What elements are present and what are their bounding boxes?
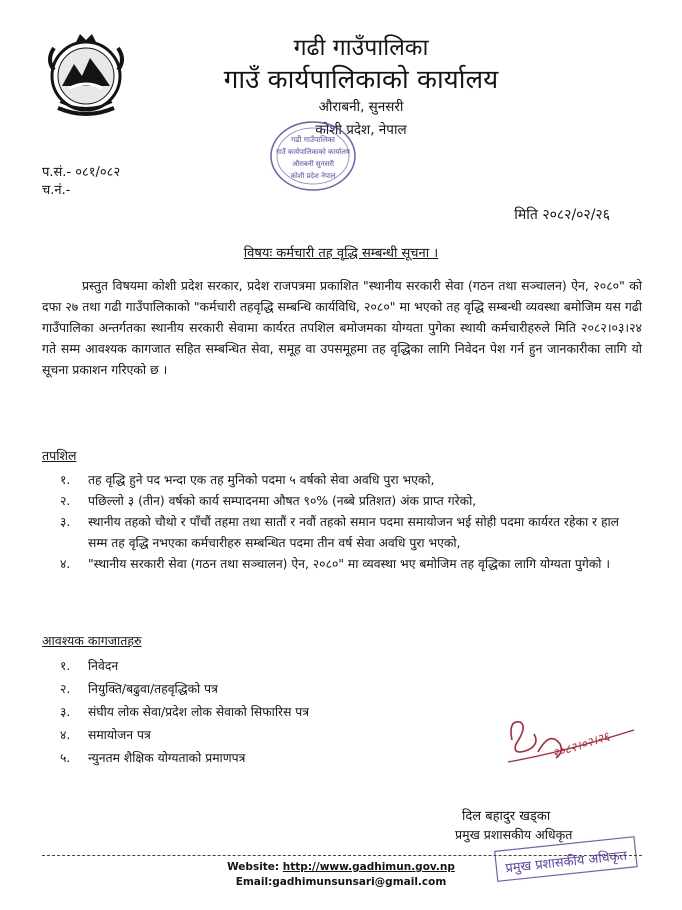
patra-sankhya: प.सं.- ०८१/०८२ bbox=[42, 165, 121, 180]
notice-date: मिति २०८२/०२/२६ bbox=[514, 207, 610, 223]
criteria-list bbox=[60, 470, 620, 575]
list-item bbox=[60, 678, 480, 701]
item-number: ३. bbox=[60, 705, 71, 719]
criteria-heading: तपशिल bbox=[42, 448, 77, 463]
item-text: न्युनतम शैक्षिक योग्यताको प्रमाणपत्र bbox=[88, 751, 246, 765]
item-text: "स्थानीय सरकारी सेवा (गठन तथा सञ्चालन) ऐन, २०८०" मा व्यवस्था भए बमोजिम तह वृद्धिका लागि योग्यता पुगेको । bbox=[88, 557, 611, 571]
item-text: नियुक्ति/बढुवा/तहवृद्धिको पत्र bbox=[88, 682, 218, 696]
designation-stamp-text: प्रमुख प्रशासकीय अधिकृत bbox=[504, 848, 628, 877]
office-province: कोशी प्रदेश, नेपाल bbox=[315, 122, 407, 138]
documents-list bbox=[60, 655, 480, 770]
item-number: १. bbox=[60, 659, 71, 673]
chalani-number: च.नं.- bbox=[42, 183, 71, 198]
handwritten-signature bbox=[494, 700, 644, 790]
footer-website bbox=[0, 861, 682, 873]
item-text: निवेदन bbox=[88, 659, 119, 673]
stamp-text-line1: गढी गाउँपालिका bbox=[291, 135, 335, 144]
item-text: संघीय लोक सेवा/प्रदेश लोक सेवाको सिफारिस पत्र bbox=[88, 705, 310, 719]
list-item bbox=[60, 470, 620, 491]
office-stamp bbox=[268, 118, 358, 194]
item-number: २. bbox=[60, 682, 71, 696]
item-number: ४. bbox=[60, 557, 71, 571]
office-address: औराबनी, सुनसरी bbox=[318, 99, 404, 115]
footer-divider bbox=[42, 855, 642, 856]
item-number: ५. bbox=[60, 751, 71, 765]
item-number: २. bbox=[60, 494, 71, 508]
signatory-name: दिल बहादुर खड्का bbox=[462, 809, 551, 824]
signature-date: २०८२।०२।२६ bbox=[550, 729, 612, 761]
item-text: समायोजन पत्र bbox=[88, 728, 151, 742]
list-item bbox=[60, 701, 480, 724]
signatory-designation: प्रमुख प्रशासकीय अधिकृत bbox=[455, 827, 573, 842]
list-item bbox=[60, 491, 620, 512]
list-item bbox=[60, 724, 480, 747]
footer-email[interactable]: Email:gadhimunsunsari@gmail.com bbox=[235, 876, 447, 888]
municipality-name: गढी गाउँपालिका bbox=[293, 35, 429, 61]
stamp-text-line4: कोशी प्रदेश नेपाल bbox=[290, 172, 336, 180]
list-item bbox=[60, 747, 480, 770]
body-paragraph: प्रस्तुत विषयमा कोशी प्रदेश सरकार, प्रदेश राजपत्रमा प्रकाशित "स्थानीय सरकारी सेवा (गठन तथा सञ्चालन) ऐन, २०८०" को दफा २७ तथा गढी गाउँपालिकाको "कर्मचारी तहवृद्धि सम्बन्धि कार्यविधि, २०८०" मा भएको तह वृद्धि सम्बन्धी व्यवस्था बमोजिम यस गढी गाउँपालिका अन्तर्गतका स्थानीय सरकारी सेवामा कार्यरत तपशिल बमोजमका योग्यता पुगेका स्थायी कर्मचारीहरुले मिति २०८२।०३।२४ गते सम्म आवश्यक कागजात सहित सम्बन्धित सेवा, समूह वा उपसमूहमा तह वृद्धिका लागि निवेदन पेश गर्न हुन जानकारीका लागि यो सूचना प्रकाशन गरिएको छ । bbox=[42, 278, 642, 377]
website-link[interactable]: http://www.gadhimun.gov.np bbox=[282, 861, 455, 873]
office-name: गाउँ कार्यपालिकाको कार्यालय bbox=[223, 65, 499, 95]
item-text: पछिल्लो ३ (तीन) वर्षको कार्य सम्पादनमा औषत ९०% (नब्बे प्रतिशत) अंक प्राप्त गरेको, bbox=[88, 494, 477, 508]
item-text: स्थानीय तहको चौथो र पाँचौं तहमा तथा सातौं र नवौं तहको समान पदमा समायोजन भई सोही पदमा कार्यरत रहेका र हाल सम्म तह वृद्धि नभएका कर्मचारीहरु सम्बन्धित पदमा तीन वर्ष सेवा अवधि पुरा भएको, bbox=[88, 515, 620, 550]
subject-text: विषयः कर्मचारी तह वृद्धि सम्बन्धी सूचना । bbox=[243, 246, 439, 261]
notice-subject bbox=[0, 243, 682, 261]
website-label: Website: bbox=[227, 861, 283, 873]
list-item bbox=[60, 554, 620, 575]
item-number: १. bbox=[60, 473, 71, 487]
item-number: ३. bbox=[60, 515, 71, 529]
list-item bbox=[60, 655, 480, 678]
stamp-text-line3: औराबनी सुनसरी bbox=[292, 160, 334, 168]
item-number: ४. bbox=[60, 728, 71, 742]
documents-heading: आवश्यक कागजातहरु bbox=[42, 633, 142, 648]
item-text: तह वृद्धि हुने पद भन्दा एक तह मुनिको पदमा ५ वर्षको सेवा अवधि पुरा भएको, bbox=[88, 473, 435, 487]
list-item bbox=[60, 512, 620, 554]
stamp-text-line2: गाउँ कार्यपालिकाको कार्यालय bbox=[276, 148, 350, 156]
